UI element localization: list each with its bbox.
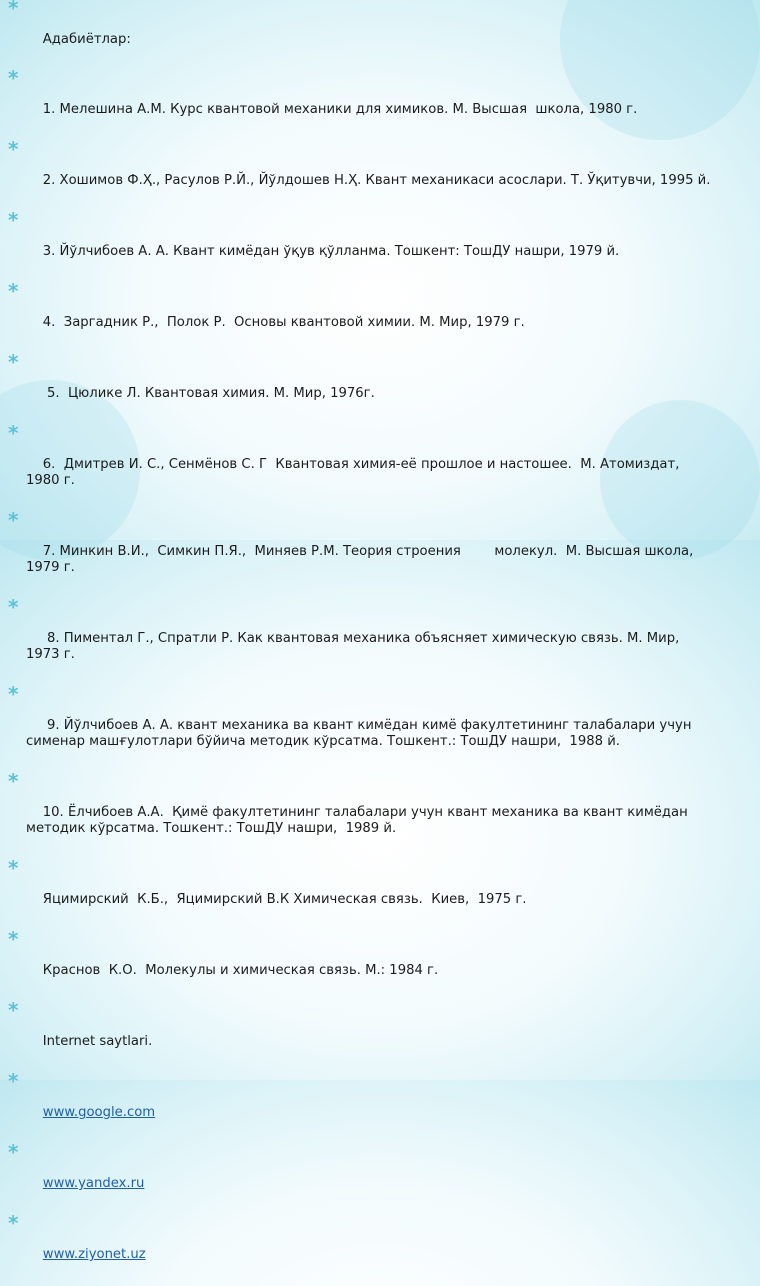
reference-item <box>6 137 714 205</box>
reference-item <box>6 350 714 418</box>
reference-item <box>6 682 714 766</box>
bullet-icon: * <box>8 208 19 232</box>
reference-item <box>6 595 714 679</box>
bullet-icon: * <box>8 927 19 951</box>
bullet-icon: * <box>8 595 19 619</box>
heading-text: Адабиётлар <box>42 32 127 47</box>
reference-text: 1. Мелешина А.М. Курс квантовой механики для химиков. М. Высшая школа, 1980 г. <box>42 102 638 117</box>
link-item <box>6 1140 714 1208</box>
bullet-icon: * <box>8 0 19 20</box>
bullet-icon: * <box>8 279 19 303</box>
bullet-icon: * <box>8 350 19 374</box>
link-google[interactable]: www.google.com <box>42 1105 156 1120</box>
reference-item <box>6 927 714 995</box>
reference-text: 5. Цюлике Л. Квантовая химия. М. Мир, 1976г. <box>42 386 375 401</box>
reference-item <box>6 421 714 505</box>
link-item <box>6 1211 714 1279</box>
bullet-icon: * <box>8 66 19 90</box>
link-ziyonet[interactable]: www.ziyonet.uz <box>42 1247 146 1262</box>
reference-text: 6. Дмитрев И. С., Сенмёнов С. Г Квантовая химия-её прошлое и настошее. М. Атомиздат, 1980 г. <box>26 457 688 488</box>
bullet-icon: * <box>8 421 19 445</box>
link-yandex[interactable]: www.yandex.ru <box>42 1176 145 1191</box>
heading-colon: : <box>126 32 131 47</box>
bullet-icon: * <box>8 1140 19 1164</box>
reference-slide <box>6 0 714 1286</box>
bullet-icon: * <box>8 998 19 1022</box>
reference-item <box>6 508 714 592</box>
reference-item <box>6 279 714 347</box>
bullet-icon: * <box>8 856 19 880</box>
reference-item <box>6 998 714 1066</box>
reference-text: 8. Пиментал Г., Спратли Р. Как квантовая механика объясняет химическую связь. М. Мир, 1973 г. <box>26 631 688 662</box>
bullet-icon: * <box>8 137 19 161</box>
reference-item <box>6 856 714 924</box>
reference-text: Краснов К.О. Молекулы и химическая связь. М.: 1984 г. <box>42 963 439 978</box>
bullet-icon: * <box>8 508 19 532</box>
reference-text: 7. Минкин В.И., Симкин П.Я., Миняев Р.М. Теория строения молекул. М. Высшая школа, 1979 г. <box>26 544 698 575</box>
reference-heading <box>6 0 714 64</box>
bullet-icon: * <box>8 682 19 706</box>
reference-item <box>6 769 714 853</box>
bullet-icon: * <box>8 1069 19 1093</box>
internet-sites-label: Internet saytlari. <box>42 1034 153 1049</box>
bullet-icon: * <box>8 1211 19 1235</box>
bullet-icon: * <box>8 769 19 793</box>
reference-item <box>6 66 714 134</box>
reference-text: 3. Йўлчибоев А. А. Квант кимёдан ўқув қўлланма. Тошкент: ТошДУ нашри, 1979 й. <box>42 244 620 259</box>
reference-item <box>6 208 714 276</box>
reference-text: 10. Ёлчибоев А.А. Қимё факултетининг талабалари учун квант механика ва квант кимёдан методик кўрсатма. Тошкент.: ТошДУ нашри, 1989 й. <box>26 805 692 836</box>
reference-text: 9. Йўлчибоев А. А. квант механика ва квант кимёдан кимё факултетининг талабалари учун сименар машғулотлари бўйича методик кўрсатма. Тошкент.: ТошДУ нашри, 1988 й. <box>26 718 696 749</box>
reference-text: 2. Хошимов Ф.Ҳ., Расулов Р.Й., Йўлдошев Н.Ҳ. Квант механикаси асослари. Т. Ўқитувчи, 1995 й. <box>42 173 711 188</box>
reference-text: Яцимирский К.Б., Яцимирский В.К Химическая связь. Киев, 1975 г. <box>42 892 527 907</box>
reference-text: 4. Заргадник Р., Полок Р. Основы квантовой химии. М. Мир, 1979 г. <box>42 315 525 330</box>
link-item <box>6 1069 714 1137</box>
